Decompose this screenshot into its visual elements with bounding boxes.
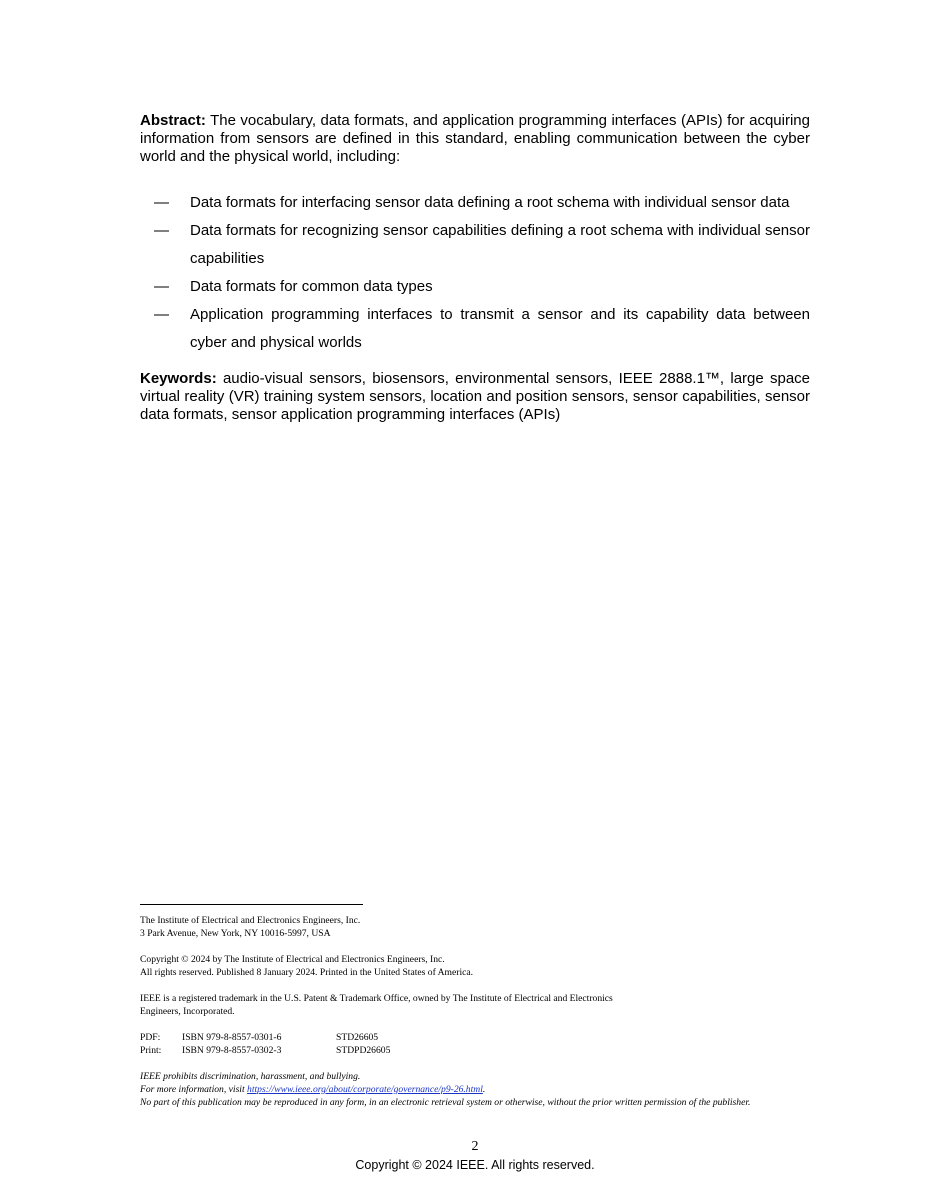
publisher-address: 3 Park Avenue, New York, NY 10016-5997, USA [140,928,331,939]
page-number: 2 [471,1139,479,1154]
policy-link[interactable]: https://www.ieee.org/about/corporate/governance/p9-26.html [247,1084,483,1095]
abstract-paragraph [140,112,810,166]
copyright-line: Copyright © 2024 by The Institute of Electrical and Electronics Engineers, Inc. [140,954,445,965]
isbn-code: STDPD26605 [336,1045,391,1056]
policy-block [140,1070,812,1109]
keywords-label: Keywords: [140,370,217,387]
em-dash-bullet: — [154,278,169,295]
policy-statement: IEEE prohibits discrimination, harassment, and bullying. [140,1071,361,1082]
footnote-divider [140,904,363,905]
isbn-row-print [140,1044,812,1057]
copyright-block [140,953,812,979]
em-dash-bullet: — [154,222,169,239]
abstract-text: The vocabulary, data formats, and application programming interfaces (APIs) for acquiring information from sensors are defined in this standard, enabling communication between the cyber world and the physical world, including: [140,112,810,165]
isbn-number: ISBN 979-8-8557-0301-6 [182,1032,282,1043]
isbn-code: STD26605 [336,1032,379,1043]
isbn-number: ISBN 979-8-8557-0302-3 [182,1045,282,1056]
reproduction-notice: No part of this publication may be reproduced in any form, in an electronic retrieval system or otherwise, without the prior written permission of the publisher. [140,1097,751,1108]
policy-info-suffix: . [482,1084,486,1095]
publisher-block [140,914,812,940]
policy-info-line [140,1083,812,1096]
list-item [140,217,810,273]
trademark-line-cont: Engineers, Incorporated. [140,1006,235,1017]
footer-copyright: Copyright © 2024 IEEE. All rights reserved. [355,1158,595,1172]
rights-line: All rights reserved. Published 8 January 2024. Printed in the United States of America. [140,967,474,978]
trademark-block [140,992,812,1018]
trademark-line: IEEE is a registered trademark in the U.S. Patent & Trademark Office, owned by The Institute of Electrical and Electronics [140,993,613,1004]
isbn-format-label: PDF: [140,1032,161,1043]
list-item [140,189,810,217]
list-item-text: Data formats for interfacing sensor data defining a root schema with individual sensor data [190,194,790,211]
scope-list [140,189,810,357]
list-item-text: Application programming interfaces to transmit a sensor and its capability data between cyber and physical worlds [190,306,810,351]
keywords-text: audio-visual sensors, biosensors, environmental sensors, IEEE 2888.1™, large space virtual reality (VR) training system sensors, location and position sensors, sensor capabilities, sensor data formats, sensor application programming interfaces (APIs) [140,370,810,423]
isbn-row-pdf [140,1031,812,1044]
em-dash-bullet: — [154,194,169,211]
isbn-block [140,1031,812,1057]
em-dash-bullet: — [154,306,169,323]
keywords-paragraph [140,370,810,424]
policy-info-prefix: For more information, visit [140,1084,248,1095]
list-item [140,301,810,357]
list-item-text: Data formats for recognizing sensor capabilities defining a root schema with individual sensor capabilities [190,222,810,267]
isbn-format-label: Print: [140,1045,162,1056]
list-item-text: Data formats for common data types [190,278,433,295]
abstract-label: Abstract: [140,112,206,129]
publisher-name: The Institute of Electrical and Electronics Engineers, Inc. [140,915,361,926]
publication-notes [140,914,812,1109]
list-item [140,273,810,301]
